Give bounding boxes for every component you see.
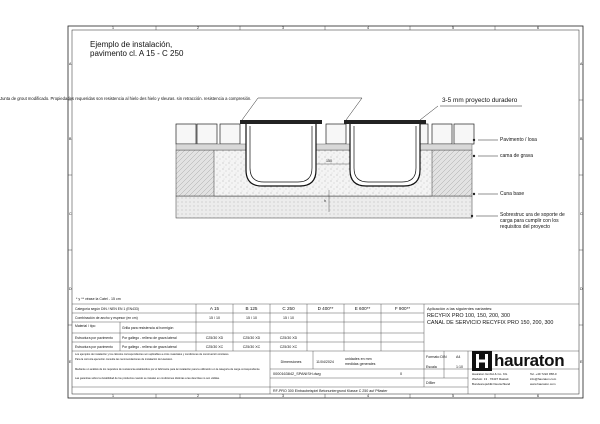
table-note: Mediante un análisis de los requisitos de resistencia establecidos por el fabricante para la instalación para la utilización en la categoría de carga correspondiente. (75, 368, 261, 371)
load-class: C 250 (282, 306, 295, 311)
variants-line-1: RECYFIX PRO 100, 150, 200, 300 (427, 313, 511, 319)
format-value: A4 (456, 355, 461, 359)
scale-label: Escala (426, 365, 437, 369)
column-label: 3 (282, 26, 284, 30)
drawing-number: 0000163842_SPANISH.dwg (273, 372, 321, 376)
label-base: Cuna base (500, 191, 525, 197)
load-class: F 900** (394, 306, 411, 311)
concrete-value: C25/30 XD (205, 336, 224, 340)
concrete-value: C25/30 XC (205, 345, 224, 349)
contact-line: info@hauraton.com (530, 377, 557, 381)
bedding-layer (176, 144, 472, 150)
row-label: C (69, 212, 72, 216)
row-label: A (580, 62, 583, 66)
dimension-150: 150 (326, 159, 332, 163)
table-note: Las garantías sobre la durabilidad de los productos cuando se instalan en condiciones distintas a las descritas no son válidas. (75, 377, 220, 380)
table-note: Para la correcta ejecución consulte las recomendaciones de instalación de Hauraton. (75, 358, 173, 361)
brand-name: hauraton (494, 351, 565, 370)
scale-value: 1:10 (456, 365, 463, 369)
sheet-value: 0 (400, 372, 403, 376)
unit-label-1: unidades en mm (345, 357, 372, 361)
load-class: A 15 (209, 306, 220, 311)
concrete-value: C25/30 XD (279, 336, 298, 340)
column-label: 2 (197, 394, 199, 398)
table-row-label: Material / tipo (75, 324, 96, 328)
row-label: D (69, 287, 72, 291)
hauraton-logo (468, 351, 572, 371)
contact-line: www.hauraton.com (530, 382, 556, 386)
drawing-title-line-1: Ejemplo de instalación, (90, 40, 173, 49)
width-value: 15 / 10 (283, 316, 294, 320)
variants-intro: Aplicación a las siguientes variantes: (427, 306, 493, 311)
table-row-label: Combinación de ancho y espesor (en cm) (75, 316, 138, 320)
format-label: Formato DIN (426, 355, 447, 359)
load-class: B 125 (245, 306, 258, 311)
column-label: 5 (452, 394, 454, 398)
table-row-label: Estructura por pavimento (75, 345, 113, 349)
table-row-note: Grilla para resistencia al hormigón (122, 326, 174, 330)
contact-line: Tel. +49 7222 958-0 (530, 372, 557, 376)
channel-right (344, 120, 426, 186)
column-label: 5 (452, 26, 454, 30)
channel-left (240, 120, 322, 186)
column-label: 6 (537, 394, 539, 398)
dimension-h: h (324, 199, 326, 203)
date: 11/04/2024 (316, 360, 334, 364)
load-class: E 600** (354, 306, 371, 311)
unit-label-2: medidas generales (345, 362, 376, 366)
concrete-value: C25/30 XC (242, 345, 261, 349)
table-row-note: Por gallego - relleno de grava lateral (122, 345, 177, 349)
table-note: Los ejemplos de instalación y los cálculos correspondientes son aplicables a otros materiales y condiciones de construcción similares. (75, 353, 230, 356)
column-label: 4 (367, 26, 369, 30)
row-label: B (580, 137, 583, 141)
label-gravel: cama de grava (500, 153, 534, 159)
table-row-label: Categoría según DIN / NEN EN 1 (EN433) (75, 307, 139, 311)
column-label: 4 (367, 394, 369, 398)
company-line: Bundesrepublik Deutschland (472, 382, 511, 386)
label-support-1: Sobrestruc ura de soporte de (500, 212, 565, 218)
column-label: 1 (112, 26, 114, 30)
row-label: B (69, 137, 72, 141)
column-label: 2 (197, 26, 199, 30)
load-class: D 400** (317, 306, 334, 311)
row-label: E (69, 360, 72, 364)
row-label: D (580, 287, 583, 291)
label-support-2: carga para cumplir con los (500, 218, 559, 224)
joint-note: 3-5 mm proyecto duradero (442, 97, 518, 104)
variants-line-2: CANAL DE SERVICIO RECYFIX PRO 150, 200, 300 (427, 320, 554, 326)
column-label: 3 (282, 394, 284, 398)
column-label: 6 (537, 26, 539, 30)
hauraton-logo-icon (472, 351, 492, 371)
concrete-value: C25/30 XD (242, 336, 261, 340)
company-line: Hauraton GmbH & Co. KG (472, 372, 508, 376)
drawn-label: DIBer (426, 381, 436, 385)
drawing-description: RF-PRO 300 Einbaubeispiel Betonuntergrund Klasse C 250 auf Pflaster (273, 389, 388, 393)
pavers (176, 124, 474, 144)
grout-note: Junta de grout modificado. Propiedades requeridas son resistencia al hielo des hielo y sleuras. sin retracción. resistencia a compresión. (0, 96, 252, 101)
table-row-note: Por gallego - relleno de grava lateral (122, 336, 177, 340)
row-label: C (580, 212, 583, 216)
label-pavement: Pavimento / losa (500, 137, 537, 143)
concrete-value: C25/30 XC (279, 345, 298, 349)
dimension-label: Dimensiones (280, 360, 302, 364)
row-label: A (69, 62, 72, 66)
footnote: * y ** véase la Catel - 15 cm (76, 297, 121, 301)
column-label: 1 (112, 394, 114, 398)
width-value: 15 / 10 (246, 316, 257, 320)
company-line: Werkstr. 13 · 76437 Rastatt (472, 377, 509, 381)
label-support-3: requisitos del proyecto (500, 224, 551, 230)
table-row-label: Estructura por pavimento (75, 336, 113, 340)
drawing-title-line-2: pavimento cl. A 15 - C 250 (90, 49, 184, 58)
width-value: 15 / 10 (209, 316, 220, 320)
row-label: E (580, 360, 583, 364)
